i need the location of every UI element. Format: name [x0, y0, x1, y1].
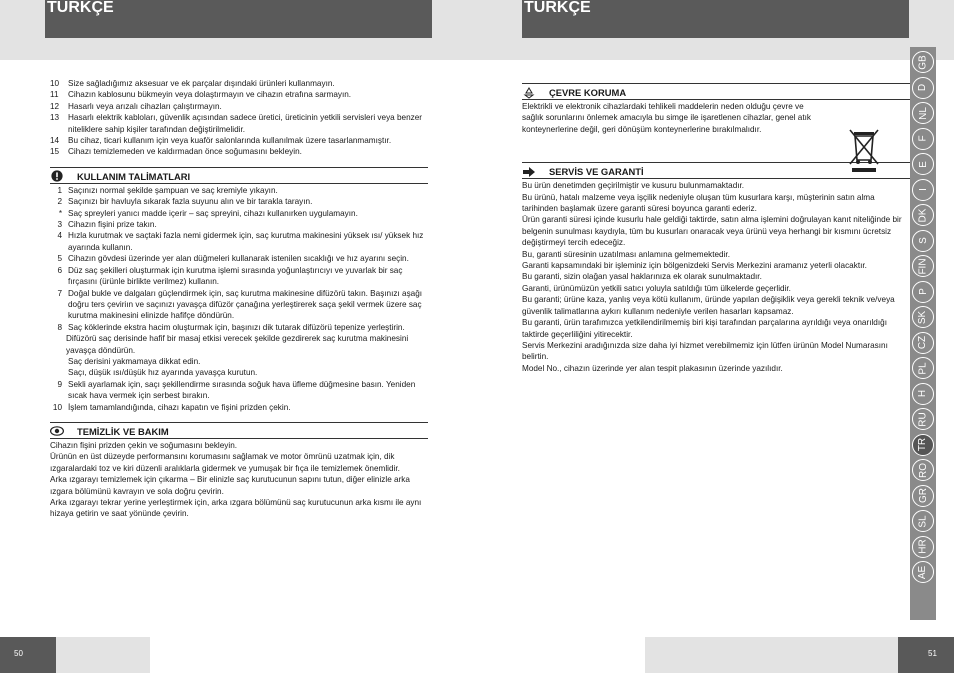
language-tab-label: AE — [917, 565, 929, 579]
language-tab-f[interactable] — [912, 128, 934, 150]
language-tab-p[interactable] — [912, 281, 934, 303]
usage-heading: KULLANIM TALİMATLARI — [77, 170, 191, 182]
step-item — [50, 379, 428, 402]
language-tab-label: SL — [917, 514, 929, 528]
step-number: 6 — [57, 265, 62, 275]
paragraph: Bu garanti, ürün tarafımızca yetkilendirilmemiş biri kişi tarafından parçalarına ayrıldığı veya onarıldığı taktirde geçerliliğini yitirecektir. — [522, 318, 887, 339]
list-number: 11 — [50, 90, 59, 100]
step-number: 7 — [57, 288, 62, 298]
step-item — [50, 288, 428, 322]
step-text: İşlem tamamlandığında, cihazı kapatın ve fişini prizden çekin. — [68, 402, 291, 412]
page-title-left: TÜRKÇE — [45, 0, 432, 38]
sub-line: Saç derisini yakmamaya dikkat edin. — [68, 356, 201, 366]
cleaning-heading: TEMİZLİK VE BAKIM — [77, 425, 169, 437]
language-tab-gr[interactable] — [912, 485, 934, 507]
language-tab-label: E — [917, 160, 929, 168]
language-tab-label: GB — [917, 54, 929, 70]
list-text: Size sağladığımız aksesuar ve ek parçalar dışındaki ürünleri kullanmayın. — [68, 79, 335, 88]
recycle-icon — [522, 87, 536, 99]
language-tab-label: DK — [917, 208, 929, 222]
list-item — [50, 89, 428, 100]
language-tab-s[interactable] — [912, 230, 934, 252]
paragraph: Bu, garanti süresinin uzatılması anlamına gelmemektedir. — [522, 249, 730, 259]
step-item — [50, 185, 428, 196]
language-tab-h[interactable] — [912, 383, 934, 405]
language-tab-gb[interactable] — [912, 51, 934, 73]
step-number: 2 — [57, 197, 62, 207]
usage-steps-continued — [50, 379, 428, 413]
list-item — [50, 101, 428, 112]
paragraph: Arka ızgarayı tekrar yerine yerleştirmek için, arka ızgara bölümünü saç kurutucunun arka kısmı ile aynı hizaya getirin ve saat yönünde çevirin. — [50, 498, 422, 519]
language-tab-label: GR — [917, 488, 929, 503]
list-number: 14 — [50, 136, 60, 146]
language-tab-hr[interactable] — [912, 536, 934, 558]
language-tab-label: NL — [917, 106, 929, 120]
step-number: * — [58, 208, 62, 218]
list-number: 15 — [50, 147, 60, 157]
language-tab-e[interactable] — [912, 153, 934, 175]
language-tab-label: F — [917, 135, 929, 142]
language-tab-label: FIN — [917, 257, 929, 275]
step-text: Saç köklerinde ekstra hacim oluşturmak için, başınızı dik tutarak difüzörü tepenize yerleştirin. — [68, 322, 405, 332]
environment-heading: ÇEVRE KORUMA — [549, 86, 627, 98]
paragraph: Bu ürün denetimden geçirilmiştir ve kusuru bulunmamaktadır. — [522, 181, 745, 191]
paragraph: Bu ürünü, hatalı malzeme veya işçilik nedeniyle oluşan tüm kusurlara karşı, müşterinin satın alma tarihinden başlamak üzere garanti süresi boyunca garanti ederiz. — [522, 192, 875, 214]
arrow-right-icon — [522, 166, 536, 178]
sub-line: Difüzörü saç derisinde hafif bir masaj etkisi verecek şekilde gezdirerek saç kurutma makinesini yavaşça döndürün. — [66, 334, 409, 355]
language-tab-label: S — [917, 237, 929, 244]
language-tab-label: RU — [917, 411, 929, 427]
language-tab-nl[interactable] — [912, 102, 934, 124]
language-tab-label: TR — [917, 437, 929, 452]
list-number: 10 — [50, 79, 60, 88]
paragraph: Garanti kapsamındaki bir işleminiz için bölgenizdeki Servis Merkezini aramanız yeterli olacaktır. — [522, 261, 867, 271]
paragraph: Cihazın fişini prizden çekin ve soğumasını bekleyin. — [50, 440, 238, 450]
list-text: Hasarlı veya arızalı cihazları çalıştırmayın. — [68, 101, 222, 111]
step-item — [50, 230, 428, 253]
list-item — [50, 135, 428, 146]
step-text: Düz saç şekilleri oluşturmak için kurutma işlemi sırasında yoğunlaştırıcıyı ve yuvarlak bir saç fırçasını (ürünle birlikte verilmez) kullanın. — [68, 265, 403, 287]
safety-list — [50, 78, 428, 158]
eye-icon — [50, 425, 64, 437]
list-text: Cihazın kablosunu bükmeyin veya dolaştırmayın ve cihazın etrafına sarmayın. — [68, 90, 352, 100]
language-tab-label: RO — [917, 462, 929, 478]
language-tabs — [910, 47, 936, 620]
language-tab-pl[interactable] — [912, 357, 934, 379]
language-tab-label: HR — [917, 539, 929, 554]
step-text: Sekli ayarlamak için, saçı şekillendirme sırasında soğuk hava üfleme düğmesine basın. Yeniden sıcak hava vermek için serbest bırakın. — [68, 379, 416, 401]
step-number: 10 — [52, 402, 62, 412]
step-number: 9 — [57, 379, 62, 389]
list-text: Cihazı temizlemeden ve kaldırmadan önce soğumasını bekleyin. — [68, 147, 302, 157]
language-tab-label: D — [917, 83, 929, 92]
list-number: 13 — [50, 113, 60, 123]
step-item — [50, 322, 428, 333]
language-tab-fin[interactable] — [912, 255, 934, 277]
environment-section — [522, 83, 910, 135]
page-number-right: 51 — [898, 637, 954, 673]
language-tab-cz[interactable] — [912, 332, 934, 354]
step-number: 1 — [57, 185, 62, 195]
paragraph: Garanti, ürünümüzün yetkili satıcı yoluyla satıldığı tüm ülkelerde geçerlidir. — [522, 283, 791, 293]
list-text: Hasarlı elektrik kabloları, güvenlik açısından sadece üretici, üreticinin yetkili servisleri veya benzer niteliklere sahip kişiler tarafından değiştirilmelidir. — [68, 113, 423, 134]
footer-left — [0, 637, 150, 673]
language-tab-dk[interactable] — [912, 204, 934, 226]
list-text: Bu cihaz, ticari kullanım için veya kuaför salonlarında kullanılmak üzere tasarlanmamıştır. — [68, 136, 392, 146]
step-text: Doğal bukle ve dalgaları güçlendirmek için, saç kurutma makinesine difüzörü takın. Başınızı aşağı doğru ters çeviriın ve saçınızı yavaşça difüzör çanağına yerleştirerek saça şekil vermek üzere saç kurutma makinesini elinizde hafifçe döndürün. — [68, 288, 423, 321]
paragraph: Arka ızgarayı temizlemek için çıkarma – Bir elinizle saç kurutucunun sapını tutun, diğer elinizle arka ızgara bölümünü kavrayın ve sola doğru çevirin. — [50, 475, 410, 496]
page-title-right: TÜRKÇE — [522, 0, 909, 38]
language-tab-i[interactable] — [912, 179, 934, 201]
paragraph: Servis Merkezini aradığınızda size daha iyi hizmet verebilmemiz için lütfen ürünün Model Numarasını belirtin. — [522, 340, 888, 362]
step-number: 5 — [57, 254, 62, 264]
step-number: 3 — [57, 220, 62, 230]
language-tab-label: CZ — [917, 335, 929, 350]
step-number: 8 — [57, 322, 62, 332]
sub-line: Saçı, düşük ısı/düşük hız ayarında yavaşça kurutun. — [68, 368, 258, 378]
step-text: Cihazın fişini prize takın. — [68, 220, 157, 230]
right-column — [522, 83, 910, 374]
language-tab-label: P — [917, 288, 929, 295]
language-tab-ae[interactable] — [912, 561, 934, 583]
step-text: Saçınızı normal şekilde şampuan ve saç kremiyle yıkayın. — [68, 185, 278, 195]
list-item — [50, 112, 428, 135]
language-tab-d[interactable] — [912, 77, 934, 99]
paragraph: Ürünün en üst düzeyde performansını korumasını sağlamak ve motor ömrünü uzatmak için, dik ızgaralardaki toz ve kiri düzenli aralıklarla gidermek ve yumuşak bir fıça ile temizlemek önemlidir. — [50, 452, 400, 473]
step-item — [50, 402, 428, 413]
cleaning-section — [50, 422, 428, 520]
step-item — [50, 265, 428, 288]
crossed-bin-icon — [846, 126, 882, 174]
language-tab-ro[interactable] — [912, 459, 934, 481]
paragraph: Model No., cihazın üzerinde yer alan tespit plakasının üzerinde yazılıdır. — [522, 363, 783, 373]
step-item — [50, 208, 428, 219]
warranty-heading: SERVİS VE GARANTİ — [549, 166, 644, 178]
step-text: Saç spreyleri yanıcı madde içerir – saç spreyini, cihazı kullanırken uygulamayın. — [68, 208, 358, 218]
usage-section — [50, 167, 428, 413]
step-number: 4 — [57, 231, 62, 241]
paragraph: Bu garanti, sizin olağan yasal haklarınıza ek olarak sunulmaktadır. — [522, 272, 762, 282]
environment-text: Elektrikli ve elektronik cihazlardaki tehlikeli maddelerin neden olduğu çevre ve sağlık sorunlarını önlemek amacıyla bu simge ile işaretlenen cihazlar, genel atık konteynerlerine değil, geri dönüşüm konteynerlerine bırakılmalıdır. — [522, 102, 811, 134]
warning-info-icon — [50, 170, 64, 182]
language-tab-label: PL — [917, 361, 929, 375]
page-number-left: 50 — [0, 637, 56, 673]
step-item — [50, 219, 428, 230]
step-text: Hızla kurutmak ve saçtaki fazla nemi gidermek için, saç kurutma makinesini yüksek ısı/ yüksek hız ayarında kullanın. — [68, 231, 424, 252]
language-tab-tr[interactable] — [912, 434, 934, 456]
warranty-section — [522, 162, 910, 374]
warranty-body — [522, 179, 910, 374]
list-item — [50, 146, 428, 157]
list-item — [50, 78, 428, 89]
footer-right — [645, 637, 954, 673]
step-text: Saçınızı bir havluyla sıkarak fazla suyunu alın ve bir tarakla tarayın. — [68, 197, 313, 207]
step-item — [50, 253, 428, 264]
usage-steps — [50, 185, 428, 333]
cleaning-body — [50, 439, 428, 520]
step-text: Cihazın gövdesi üzerinde yer alan düğmeleri kullanarak istenilen sıcaklığı ve hız ayarını seçin. — [68, 254, 409, 264]
language-tab-label: I — [917, 188, 929, 191]
usage-sub-lines — [50, 333, 428, 379]
language-tab-sk[interactable] — [912, 306, 934, 328]
language-tab-label: H — [917, 389, 929, 398]
language-tab-sl[interactable] — [912, 510, 934, 532]
language-tab-ru[interactable] — [912, 408, 934, 430]
list-number: 12 — [50, 101, 60, 111]
step-item — [50, 196, 428, 207]
language-tab-label: SK — [917, 310, 929, 324]
left-column — [50, 78, 428, 520]
paragraph: Bu garanti; ürüne kaza, yanlış veya kötü kullanım, üründe yapılan değişiklik veya gerekli teknik ve/veya güvenlik talimatlarına aykırı kullanım nedeniyle verilen hasarları kapsamaz. — [522, 295, 895, 316]
paragraph: Ürün garanti süresi içinde kusurlu hale geldiği taktirde, satın alma işlemini doğrulayan kanıt niteliğinde bir belgenin sunulması kaydıyla, tüm bu kusurları onaracak veya ürünü veya herhangi bir kısmını ücretsiz değiştirmeyi tercih edeceğiz. — [522, 215, 902, 248]
